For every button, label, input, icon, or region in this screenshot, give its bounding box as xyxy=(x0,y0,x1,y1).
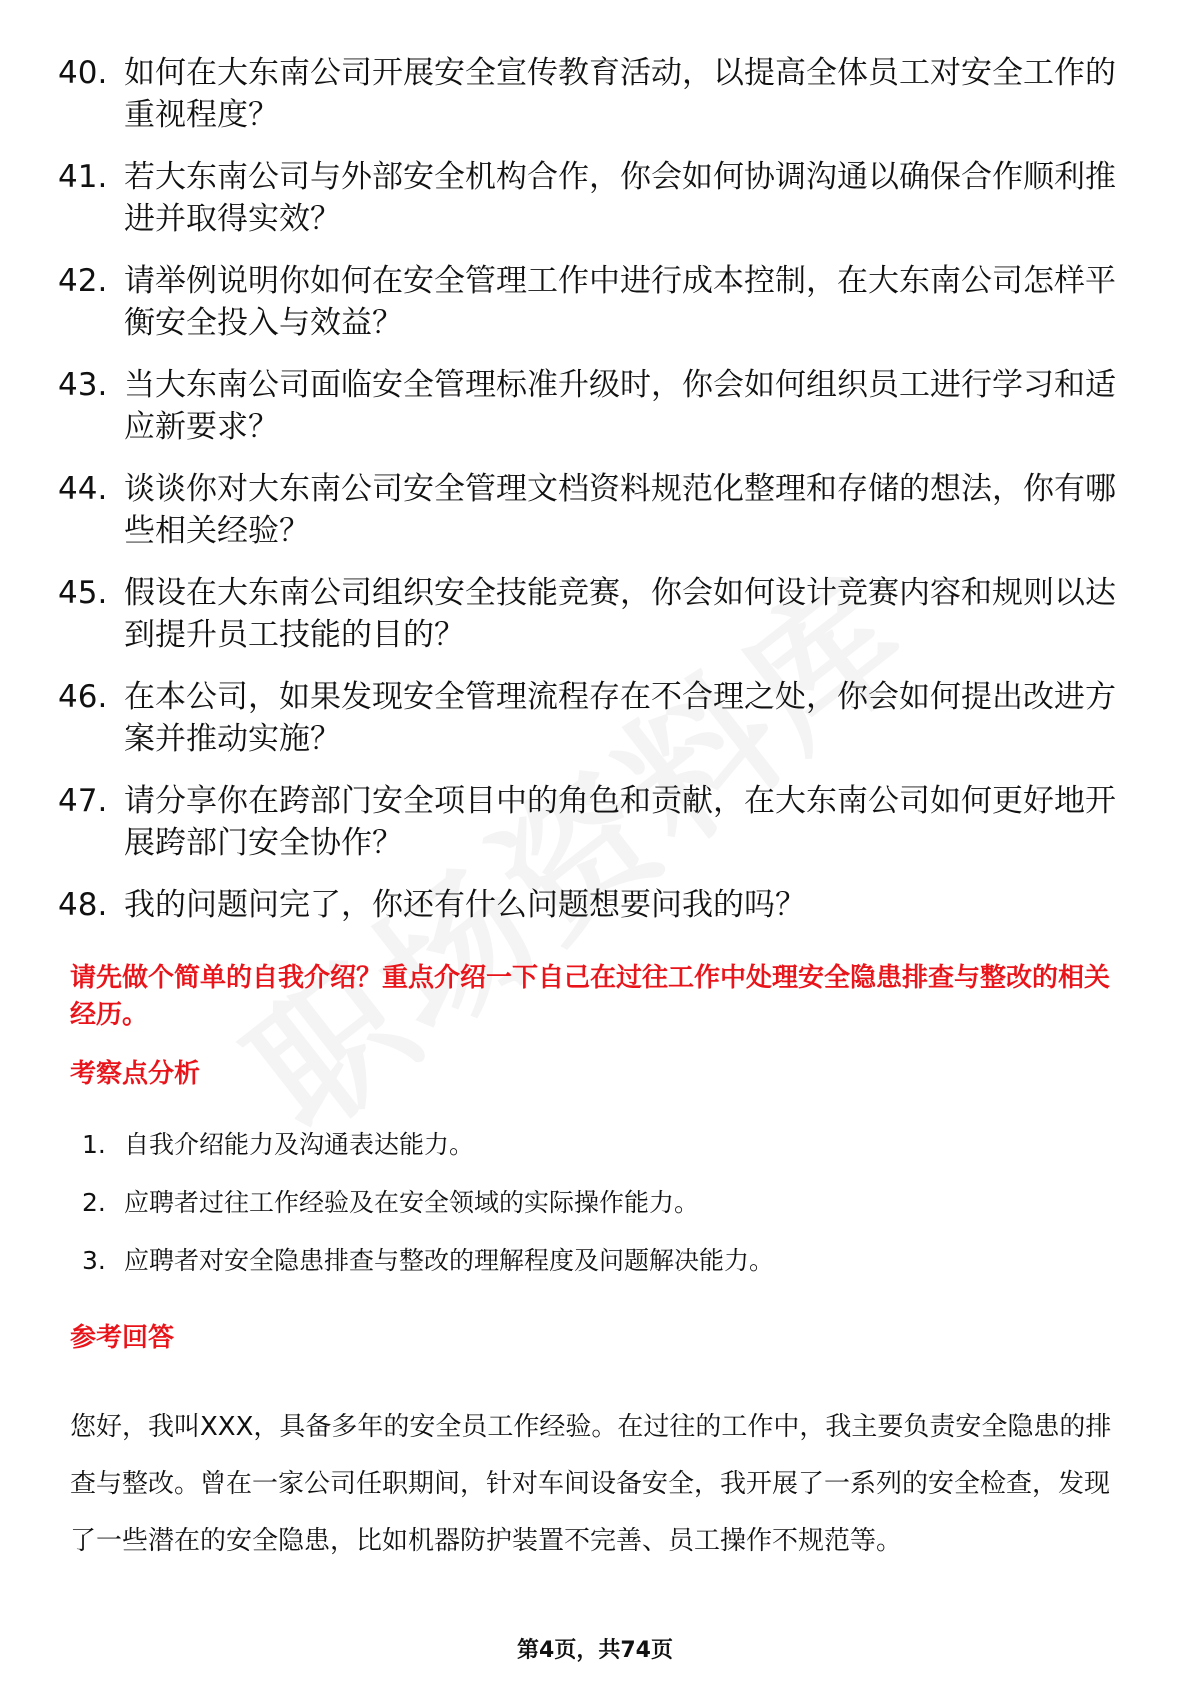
question-item xyxy=(58,156,1138,240)
question-text: 请分享你在跨部门安全项目中的角色和贡献，在大东南公司如何更好地开展跨部门安全协作？ xyxy=(124,783,1116,861)
point-number: 2. xyxy=(82,1188,106,1217)
point-text: 应聘者对安全隐患排查与整改的理解程度及问题解决能力。 xyxy=(124,1246,775,1275)
analysis-points xyxy=(82,1128,1082,1302)
analysis-point xyxy=(82,1186,1082,1220)
question-text: 若大东南公司与外部安全机构合作，你会如何协调沟通以确保合作顺利推进并取得实效？ xyxy=(124,159,1116,237)
question-item xyxy=(58,572,1138,656)
reference-title: 参考回答 xyxy=(70,1323,175,1353)
question-number: 47. xyxy=(58,783,108,819)
question-item xyxy=(58,364,1138,448)
question-text: 假设在大东南公司组织安全技能竞赛，你会如何设计竞赛内容和规则以达到提升员工技能的目的？ xyxy=(124,575,1116,653)
question-text: 我的问题问完了，你还有什么问题想要问我的吗？ xyxy=(124,887,806,923)
point-number: 3. xyxy=(82,1246,106,1275)
point-number: 1. xyxy=(82,1130,106,1159)
page-footer: 第4页，共74页 xyxy=(517,1638,673,1663)
reference-answer: 您好，我叫XXX，具备多年的安全员工作经验。在过往的工作中，我主要负责安全隐患的排查与整改。曾在一家公司任职期间，针对车间设备安全，我开展了一系列的安全检查，发现了一些潜在的安全隐患，比如机器防护装置不完善、员工操作不规范等。 xyxy=(70,1412,1112,1556)
question-number: 42. xyxy=(58,263,108,299)
question-item xyxy=(58,884,1138,926)
analysis-point xyxy=(82,1128,1082,1162)
question-number: 40. xyxy=(58,55,108,91)
question-item xyxy=(58,52,1138,136)
question-list xyxy=(58,52,1138,946)
analysis-point xyxy=(82,1244,1082,1278)
question-text: 当大东南公司面临安全管理标准升级时，你会如何组织员工进行学习和适应新要求？ xyxy=(124,367,1116,445)
question-text: 如何在大东南公司开展安全宣传教育活动，以提高全体员工对安全工作的重视程度？ xyxy=(124,55,1116,133)
question-number: 43. xyxy=(58,367,108,403)
question-text: 在本公司，如果发现安全管理流程存在不合理之处，你会如何提出改进方案并推动实施？ xyxy=(124,679,1116,757)
question-text: 谈谈你对大东南公司安全管理文档资料规范化整理和存储的想法，你有哪些相关经验？ xyxy=(124,471,1116,549)
point-text: 应聘者过往工作经验及在安全领域的实际操作能力。 xyxy=(124,1188,700,1217)
analysis-title: 考察点分析 xyxy=(70,1059,201,1089)
question-item xyxy=(58,676,1138,760)
point-text: 自我介绍能力及沟通表达能力。 xyxy=(124,1130,475,1159)
question-number: 46. xyxy=(58,679,108,715)
question-item xyxy=(58,780,1138,864)
question-text: 请举例说明你如何在安全管理工作中进行成本控制，在大东南公司怎样平衡安全投入与效益？ xyxy=(124,263,1116,341)
question-number: 48. xyxy=(58,887,108,923)
question-number: 45. xyxy=(58,575,108,611)
question-item xyxy=(58,468,1138,552)
highlight-question: 请先做个简单的自我介绍？重点介绍一下自己在过往工作中处理安全隐患排查与整改的相关经历。 xyxy=(70,963,1111,1030)
question-number: 44. xyxy=(58,471,108,507)
question-item xyxy=(58,260,1138,344)
question-number: 41. xyxy=(58,159,108,195)
